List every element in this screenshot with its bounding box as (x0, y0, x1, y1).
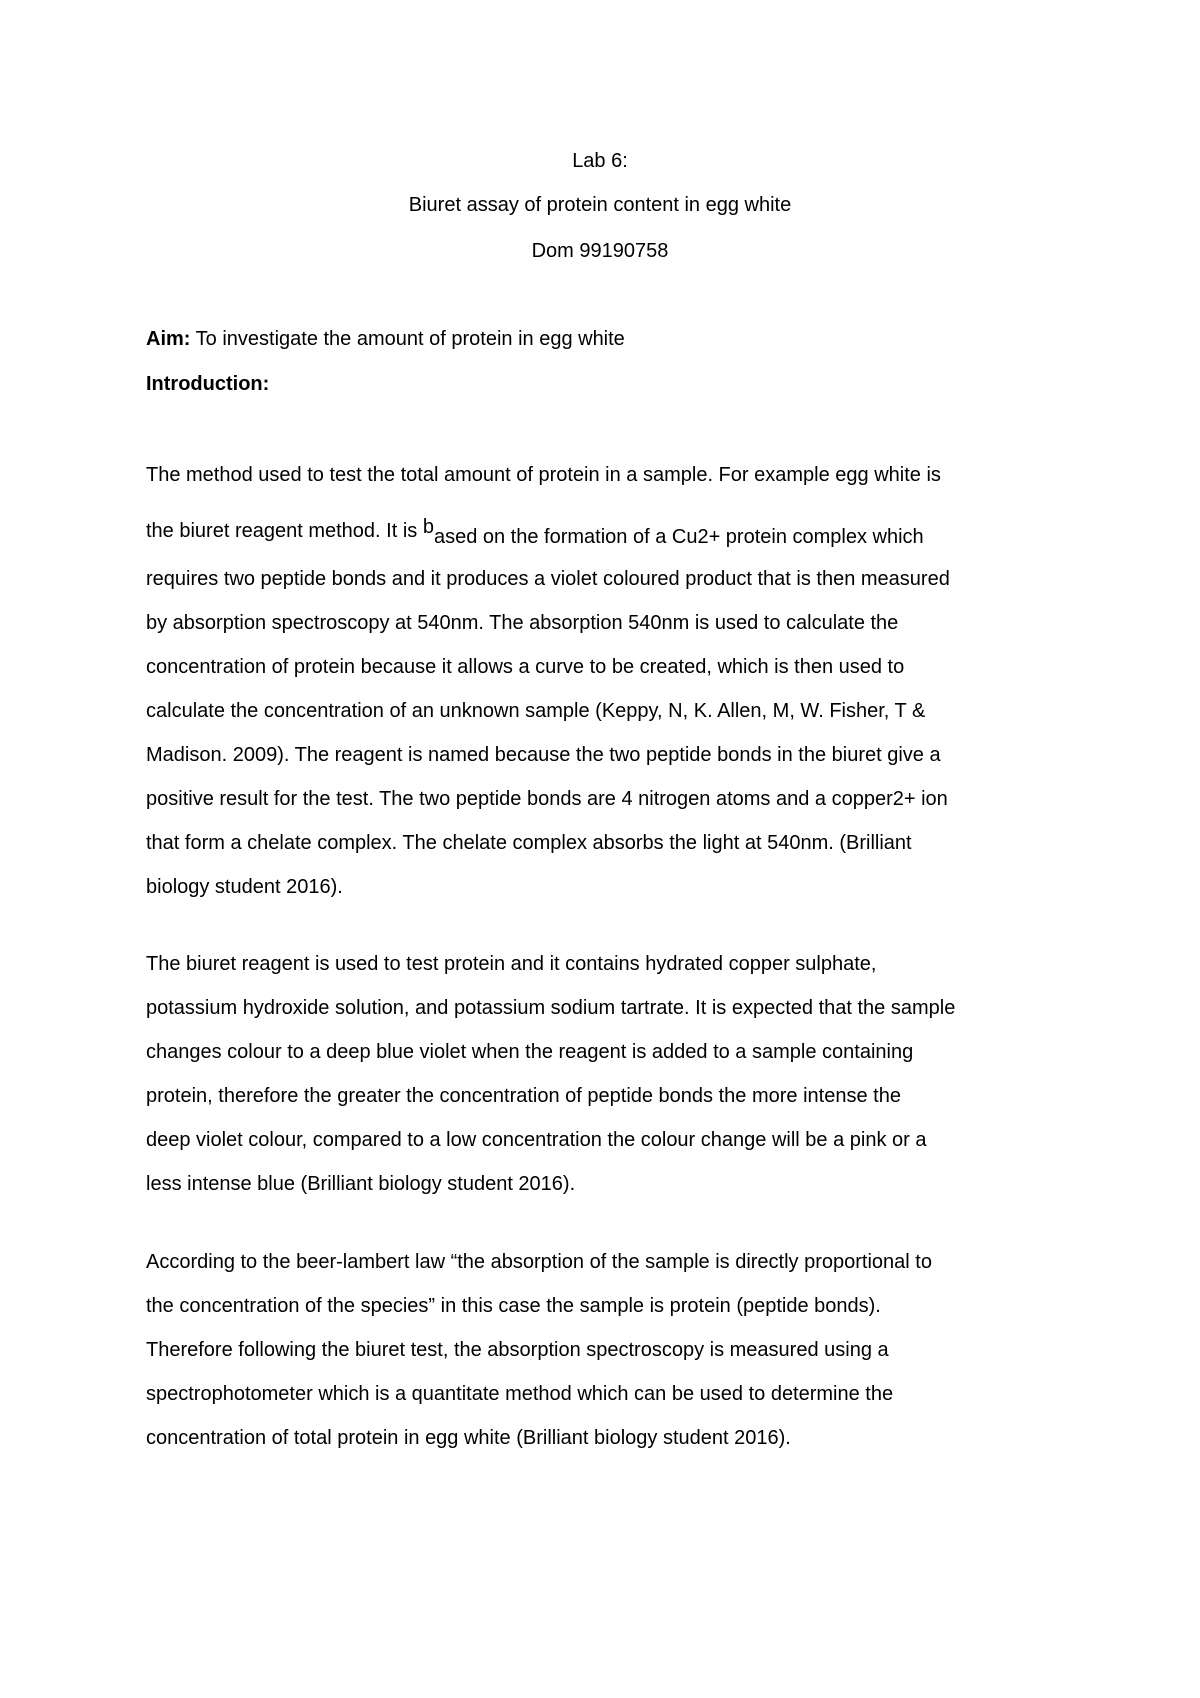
paragraph-line: the concentration of the species” in this case the sample is protein (peptide bonds). (146, 1295, 881, 1317)
paragraph-line: Madison. 2009). The reagent is named because the two peptide bonds in the biuret give a (146, 744, 941, 766)
paragraph-method (146, 453, 1076, 909)
aim-line (146, 327, 625, 351)
paragraph-line: deep violet colour, compared to a low concentration the colour change will be a pink or a (146, 1129, 927, 1151)
paragraph-line (146, 497, 1076, 557)
paragraph-line: by absorption spectroscopy at 540nm. The absorption 540nm is used to calculate the (146, 612, 899, 634)
paragraph-line: The method used to test the total amount of protein in a sample. For example egg white is (146, 464, 941, 486)
aim-label: Aim: (146, 328, 191, 350)
paragraph-line: potassium hydroxide solution, and potassium sodium tartrate. It is expected that the sample (146, 997, 956, 1019)
document-title: Biuret assay of protein content in egg white (408, 194, 792, 216)
paragraph-line: The biuret reagent is used to test protein and it contains hydrated copper sulphate, (146, 953, 877, 975)
paragraph-reagent (146, 942, 1076, 1206)
paragraph-line: concentration of protein because it allows a curve to be created, which is then used to (146, 656, 905, 678)
paragraph-line: According to the beer-lambert law “the absorption of the sample is directly proportional to (146, 1251, 932, 1273)
paragraph-line: concentration of total protein in egg white (Brilliant biology student 2016). (146, 1427, 791, 1449)
paragraph-line: that form a chelate complex. The chelate complex absorbs the light at 540nm. (Brilliant (146, 832, 912, 854)
author-line: Dom 99190758 (531, 240, 669, 262)
paragraph-line: requires two peptide bonds and it produces a violet coloured product that is then measured (146, 568, 950, 590)
paragraph-line: calculate the concentration of an unknown sample (Keppy, N, K. Allen, M, W. Fisher, T & (146, 700, 926, 722)
lab-number: Lab 6: (572, 150, 628, 172)
paragraph-beer-lambert (146, 1240, 1076, 1460)
paragraph-line: Therefore following the biuret test, the absorption spectroscopy is measured using a (146, 1339, 889, 1361)
introduction-heading: Introduction: (146, 373, 270, 395)
paragraph-line: less intense blue (Brilliant biology student 2016). (146, 1173, 576, 1195)
paragraph-line: spectrophotometer which is a quantitate method which can be used to determine the (146, 1383, 894, 1405)
paragraph-line: protein, therefore the greater the concentration of peptide bonds the more intense the (146, 1085, 901, 1107)
aim-text: To investigate the amount of protein in egg white (190, 328, 625, 350)
text-run: the biuret reagent method. It is (146, 520, 423, 542)
text-run-lowered: ased on the formation of a Cu2+ protein complex which (433, 526, 924, 548)
paragraph-line: biology student 2016). (146, 876, 343, 898)
text-run-raised: b (422, 516, 434, 538)
paragraph-line: changes colour to a deep blue violet when the reagent is added to a sample containing (146, 1041, 914, 1063)
paragraph-line: positive result for the test. The two peptide bonds are 4 nitrogen atoms and a copper2+ ion (146, 788, 948, 810)
